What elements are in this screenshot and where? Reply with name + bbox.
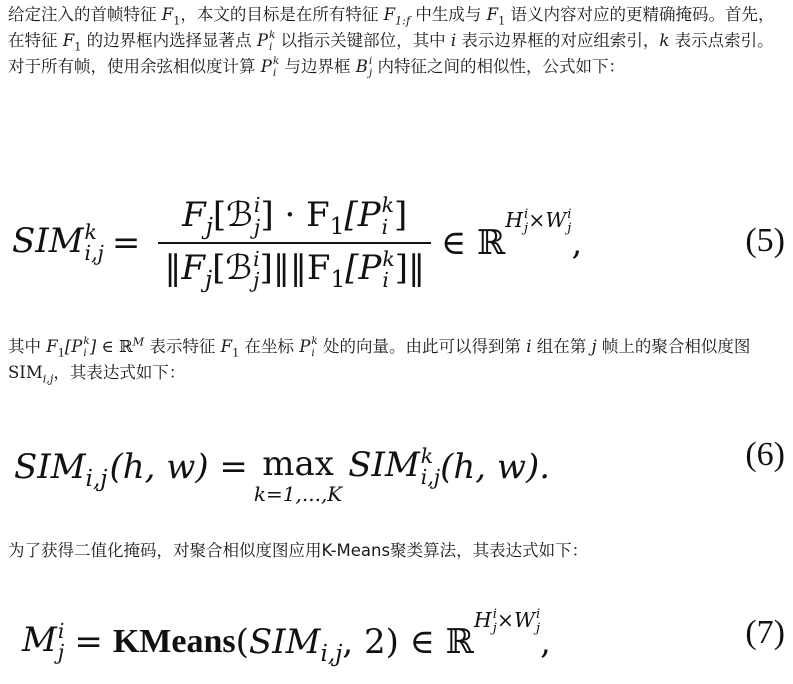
math-F1: $F_1$: [62, 31, 82, 54]
math-M: M: [132, 335, 145, 349]
text-segment: ，其表达式如下：: [53, 363, 186, 382]
text-segment: 语义内容对应的更精确掩码。首先，在特征: [8, 5, 775, 50]
explanation-paragraph: [8, 334, 788, 386]
eq6-rhs-args: (h, w).: [440, 447, 551, 487]
eq5-fraction: [158, 195, 431, 292]
eq5-numerator: $F_j[ℬ$ i j ] · $F_1[P$ k i ]: [182, 193, 408, 240]
math-F1: $F_1$: [161, 5, 181, 28]
equation-5: [0, 178, 793, 308]
equation-number-5: (5): [745, 222, 785, 259]
math-j: j: [591, 337, 597, 356]
math-Pik: P k i: [260, 55, 280, 79]
eq6-lhs: $SIM_{i,j}$: [14, 447, 108, 492]
math-Pik: P k i: [256, 29, 276, 53]
math-F1: $F_1$: [220, 337, 240, 360]
math-i: i: [450, 31, 457, 50]
eq7-lhs: M i j: [22, 618, 65, 665]
equation-number-7: (7): [745, 614, 785, 651]
text-segment: 组在第: [531, 337, 592, 356]
text-segment: 内特征之间的相似性，公式如下：: [372, 57, 626, 76]
text-segment: 其中: [8, 337, 47, 356]
kmeans-paragraph: [8, 538, 788, 564]
eq6-rhs: SIM k i,j: [348, 443, 441, 490]
text-segment: 的边界框内选择显著点: [81, 31, 257, 50]
eq7-real-exponent: H i j ×W i j: [473, 607, 541, 636]
math-k: k: [659, 31, 670, 50]
intro-paragraph: [8, 2, 788, 80]
math-Bji: B i j: [355, 55, 373, 79]
math-F1f: $F_{1:f}$: [383, 5, 411, 28]
equation-number-6: (6): [745, 436, 785, 473]
text-segment: 表示特征: [144, 337, 221, 356]
eq5-denominator: $‖F_j[ℬ$ i j ]$‖‖F_1[P$ k i ]‖: [158, 242, 431, 291]
text-segment: 中生成与: [410, 5, 487, 24]
text-segment: 为了获得二值化掩码，对聚合相似度图应用K-Means聚类算法，其表达式如下：: [8, 541, 589, 560]
text-segment: 帧上的聚合相似度图: [596, 337, 751, 356]
text-segment: 与边界框: [279, 57, 356, 76]
math-SIMij: $SIM_{i,j}$: [8, 363, 54, 386]
text-segment: 表示点索引。对于所有帧，使用余弦相似度计算: [8, 31, 774, 76]
open-paren: (: [235, 622, 249, 662]
math-F1: $F_1$: [486, 5, 506, 28]
text-segment: 以指示关键部位，其中: [275, 31, 451, 50]
eq5-in-real: ∈ ℝ: [441, 223, 506, 263]
comma: ,: [540, 622, 551, 662]
text-segment: 表示边界框的对应组索引，: [456, 31, 660, 50]
text-segment: 处的向量。由此可以得到第: [317, 337, 527, 356]
math-i: i: [526, 337, 532, 356]
eq6-max-operator: [254, 428, 342, 506]
max-label: max: [262, 444, 334, 484]
eq5-lhs: SIM k i,j: [12, 219, 104, 266]
text-segment: ，本文的目标是在所有特征: [180, 5, 384, 24]
equation-7: [0, 600, 793, 680]
eq5-real-exponent: H i j ×W i j: [505, 207, 572, 236]
math-in-real: ∈ ℝ: [96, 337, 133, 356]
equation-6: [0, 420, 793, 510]
math-F1-bracket: $F_1[P$ k i ]: [46, 335, 97, 360]
eq7-rest: , 2) ∈ ℝ: [342, 622, 474, 662]
eq7-arg: $SIM_{i,j}$: [248, 622, 343, 667]
comma: ,: [571, 223, 583, 263]
equals-sign: =: [74, 622, 103, 662]
text-segment: 在坐标: [239, 337, 300, 356]
kmeans-label: KMeans: [112, 623, 236, 660]
equals-sign: =: [111, 223, 141, 263]
max-limit: k=1,...,K: [253, 482, 343, 506]
text-segment: 给定注入的首帧特征: [8, 5, 162, 24]
math-Pik: P k i: [299, 335, 318, 359]
eq6-args: (h, w) =: [109, 447, 248, 487]
